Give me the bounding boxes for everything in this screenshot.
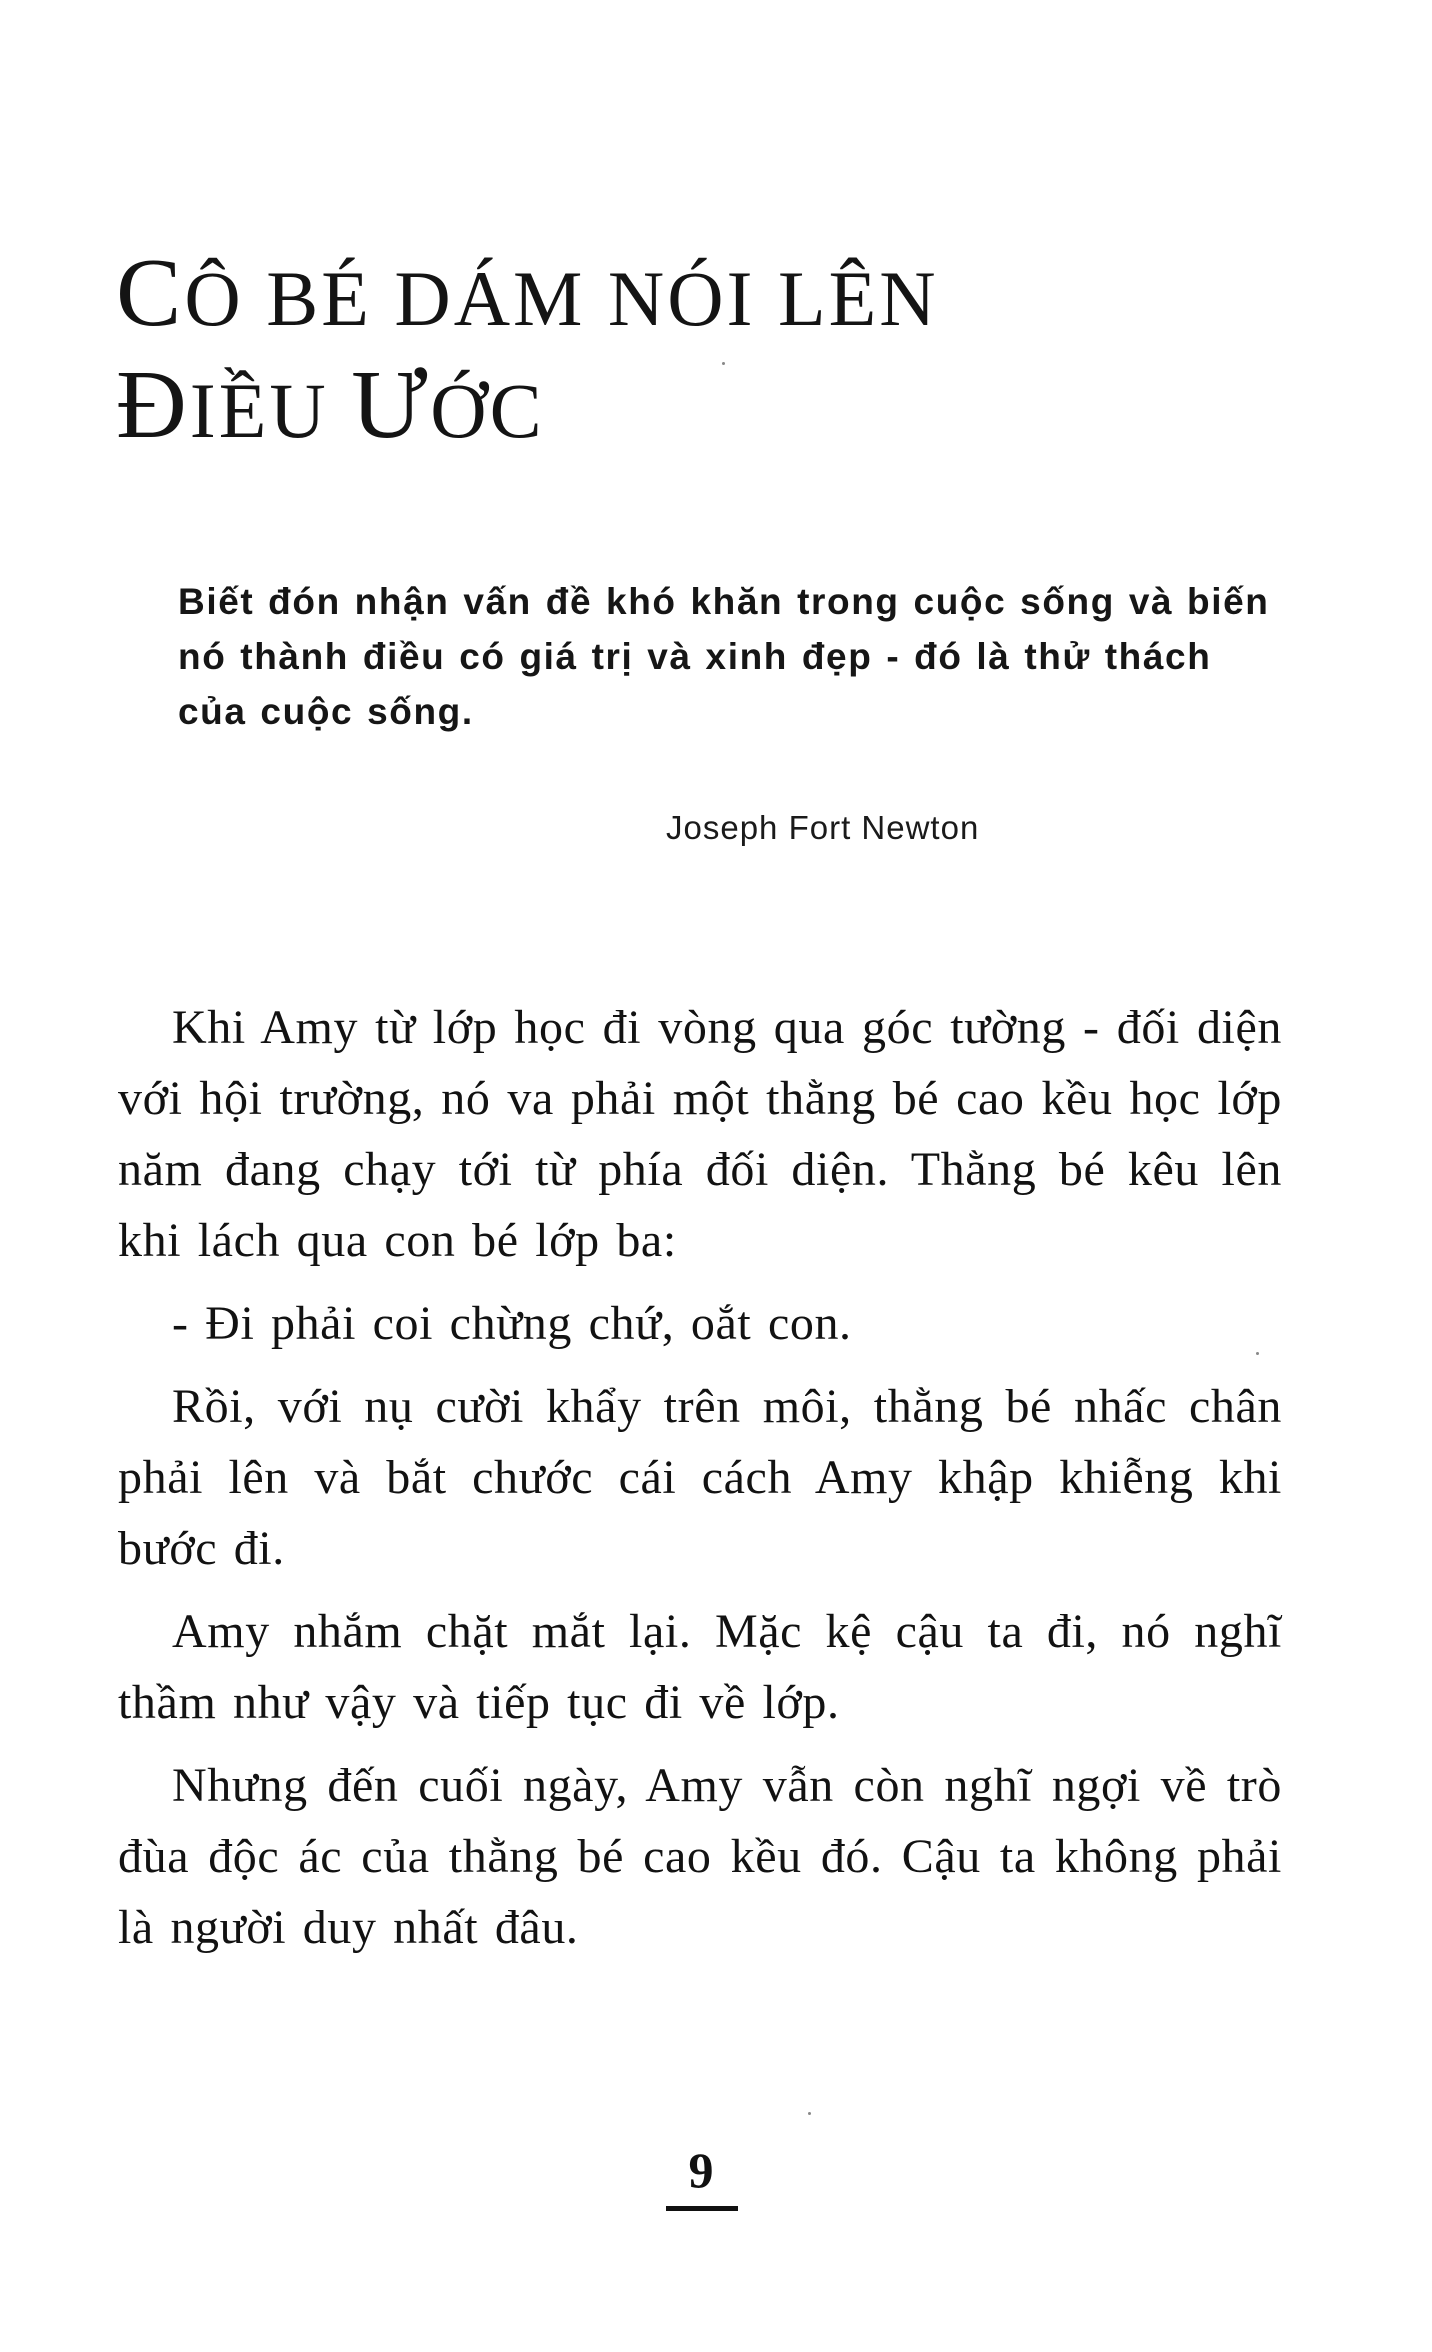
title-line-2-text-b: ỚC — [430, 367, 545, 454]
paragraph-1: Khi Amy từ lớp học đi vòng qua góc tường - đối diện với hội trường, nó va phải một thằng bé cao kều học lớp năm đang chạy tới từ phía đối diện. Thằng bé kêu lên khi lách qua con bé lớp ba: — [118, 1001, 1282, 1267]
print-speck — [722, 362, 725, 365]
print-speck — [808, 2112, 811, 2115]
paragraph-4: Amy nhắm chặt mắt lại. Mặc kệ cậu ta đi, nó nghĩ thầm như vậy và tiếp tục đi về lớp. — [118, 1605, 1282, 1729]
story-body — [118, 992, 1282, 1975]
page-number: 9 — [688, 2142, 714, 2198]
epigraph-quote: Biết đón nhận vấn đề khó khăn trong cuộc sống và biến nó thành điều có giá trị và xinh đẹp - đó là thử thách của cuộc sống. — [178, 581, 1270, 732]
chapter-title-line-2 — [116, 351, 545, 459]
title-capital-u: Ư — [351, 351, 431, 459]
page-number-underline — [666, 2206, 738, 2211]
paragraph-3: Rồi, với nụ cười khẩy trên môi, thằng bé nhấc chân phải lên và bắt chước cái cách Amy khập khiễng khi bước đi. — [118, 1380, 1282, 1575]
paragraph-5: Nhưng đến cuối ngày, Amy vẫn còn nghĩ ngợi về trò đùa độc ác của thằng bé cao kều đó. Cậu ta không phải là người duy nhất đâu. — [118, 1759, 1282, 1954]
print-speck — [1256, 1352, 1259, 1355]
paragraph-2: - Đi phải coi chừng chứ, oắt con. — [172, 1297, 852, 1350]
epigraph-author: Joseph Fort Newton — [666, 809, 980, 846]
title-capital-c: C — [116, 239, 185, 347]
title-capital-d: Đ — [116, 351, 190, 459]
chapter-title-line-1 — [116, 239, 939, 347]
chapter-title — [116, 240, 1116, 464]
title-line-2-text-a: IỀU — [189, 367, 352, 454]
title-line-1-text: Ô BÉ DÁM NÓI LÊN — [184, 255, 939, 342]
